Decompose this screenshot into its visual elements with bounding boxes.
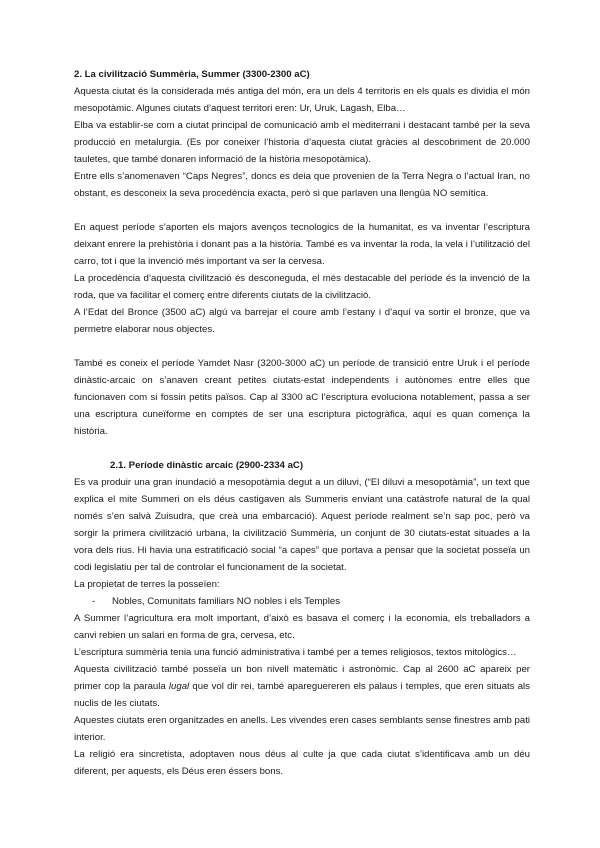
paragraph-gap: [74, 202, 530, 219]
paragraph-gap: [74, 440, 530, 457]
land-owners-list: [74, 593, 530, 610]
subsection-heading: 2.1. Període dinàstic arcaic (2900-2334 aC): [110, 460, 304, 471]
paragraph: A l’Edat del Bronce (3500 aC) algú va barrejar el coure amb l’estany i d’aquí va sortir el bronze, que va permetre elaborar nous objectes.: [74, 307, 530, 335]
paragraph: També es coneix el període Yamdet Nasr (3200-3000 aC) un període de transició entre Uruk i el període dinàstic-arcaic on s’anaven creant petites ciutats-estat independents i autònomes entre elles que funcionaven com si fossin petits països. Cap al 3300 aC l’escriptura evoluciona notablement, passa a ser una escriptura cuneïforme en comptes de ser una escriptura pictogràfica, aquí es quan comença la història.: [74, 358, 530, 437]
text-run: que vol dir rei, també apareguereren els palaus i temples, que eren situats als nuclis de les ciutats.: [74, 681, 530, 709]
paragraph: Aquestes ciutats eren organitzades en anells. Les vivendes eren cases semblants sense finestres amb pati interior.: [74, 715, 530, 743]
list-item-text: Nobles, Comunitats familiars NO nobles i els Temples: [112, 596, 341, 607]
paragraph: Aquesta ciutat és la considerada més antiga del món, era un dels 4 territoris en els quals es dividia el món mesopotàmic. Algunes ciutats d’aquest territori eren: Ur, Uruk, Lagash, Elba…: [74, 86, 530, 114]
bullet-dash: -: [92, 596, 96, 607]
paragraph-gap: [74, 338, 530, 355]
text-run: Aquesta civilització també posseïa un bon nivell matemàtic i astronòmic. Cap al 2600 aC apareix per primer cop la paraula: [74, 664, 530, 692]
paragraph: [74, 661, 530, 712]
paragraph: La religió era sincretista, adoptaven nous déus al culte ja que cada ciutat s’identificava amb un déu diferent, per aquests, els Déus eren éssers bons.: [74, 749, 530, 777]
list-item: [92, 593, 530, 610]
paragraph: Entre ells s’anomenaven “Caps Negres”, doncs es deia que provenien de la Terra Negra o l’actual Iran, no obstant, es desconeix la seva procedència exacta, però si que parlaven una llengüa NO semítica.: [74, 171, 530, 199]
paragraph: La propietat de terres la posseïen:: [74, 579, 220, 590]
paragraph: Elba va establir-se com a ciutat principal de comunicació amb el mediterrani i destacant també per la seva producció en metalurgia. (Es por coneixer l’historia d’aquesta ciutat gràcies al descobriment de 20.000 tauletes, que també donaren informació de la història mesopotàmica).: [74, 120, 530, 165]
paragraph: A Summer l’agricultura era molt important, d’això es basava el comerç i la economia, els treballadors a canvi rebien un salari en forma de gra, cervesa, etc.: [74, 613, 530, 641]
emphasized-word: lugal: [168, 681, 190, 692]
paragraph: L’escriptura summèria tenia una funció administrativa i també per a temes religiosos, textos mitològics…: [74, 647, 517, 658]
paragraph: Es va produir una gran inundació a mesopotàmia degut a un diluvi, (“El diluvi a mesopotàmia”, un text que explica el mite Summeri on els déus castigaven als Summeris enviant una catàstrofe natural de la qual només s’en salvà Zuisudra, que creà una embarcació). Aquest període realment se’n sap poc, però va sorgir la primera civilització urbana, la civilització Summèria, un conjunt de 30 ciutats-estat situades a la vora dels rius. Hi havia una estratificació social “a capes” que portava a pensar que la societat posseïa un codi legislatiu per tal de controlar el funcionament de la societat.: [74, 477, 530, 573]
paragraph: En aquest període s’aporten els majors avenços tecnologics de la humanitat, es va inventar l’escriptura deixant enrere la prehistòria i donant pas a la història. També es va inventar la roda, la vela i l’utilització del carro, tot i que la invenció més important va ser la cervesa.: [74, 222, 530, 267]
paragraph: La procedència d’aquesta civilització és desconeguda, el més destacable del període és la invenció de la roda, que va facilitar el comerç entre diferents ciutats de la civilització.: [74, 273, 530, 301]
section-heading: 2. La civilització Summèria, Summer (3300-2300 aC): [74, 69, 310, 80]
